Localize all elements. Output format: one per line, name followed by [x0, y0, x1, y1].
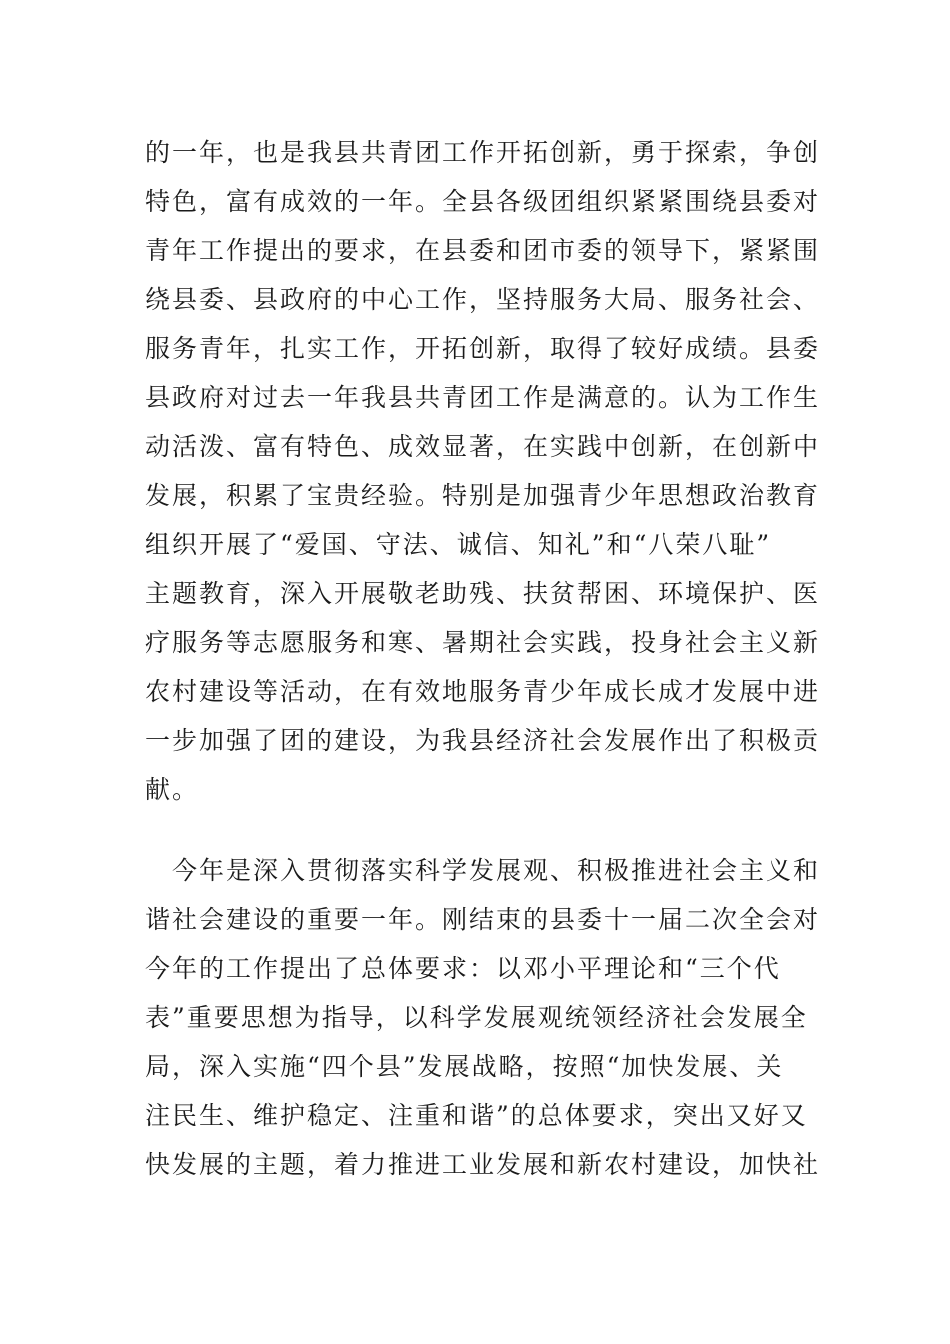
paragraph-1	[145, 128, 821, 814]
text-line: 今年是深入贯彻落实科学发展观、积极推进社会主义和	[145, 856, 821, 885]
paragraph-2	[145, 846, 821, 1189]
text-line: 注民生、维护稳定、注重和谐”的总体要求，突出又好又	[145, 1101, 808, 1130]
text-line: 局，深入实施“四个县”发展战略，按照“加快发展、关	[145, 1052, 784, 1081]
text-line: 绕县委、县政府的中心工作，坚持服务大局、服务社会、	[145, 285, 821, 314]
text-line: 服务青年，扎实工作，开拓创新，取得了较好成绩。县委	[145, 334, 821, 363]
text-line: 发展，积累了宝贵经验。特别是加强青少年思想政治教育	[145, 481, 821, 510]
text-line: 特色，富有成效的一年。全县各级团组织紧紧围绕县委对	[145, 187, 821, 216]
text-line: 农村建设等活动，在有效地服务青少年成长成才发展中进	[145, 677, 821, 706]
text-line: 动活泼、富有特色、成效显著，在实践中创新，在创新中	[145, 432, 821, 461]
text-line: 献。	[145, 775, 200, 804]
text-line: 今年的工作提出了总体要求：以邓小平理论和“三个代	[145, 954, 781, 983]
text-line: 表”重要思想为指导，以科学发展观统领经济社会发展全	[145, 1003, 808, 1032]
text-line: 一步加强了团的建设，为我县经济社会发展作出了积极贡	[145, 726, 821, 755]
text-line: 青年工作提出的要求，在县委和团市委的领导下，紧紧围	[145, 236, 821, 265]
text-line: 疗服务等志愿服务和寒、暑期社会实践，投身社会主义新	[145, 628, 821, 657]
text-line: 谐社会建设的重要一年。刚结束的县委十一届二次全会对	[145, 905, 821, 934]
text-line: 的一年，也是我县共青团工作开拓创新，勇于探索，争创	[145, 138, 821, 167]
text-line: 县政府对过去一年我县共青团工作是满意的。认为工作生	[145, 383, 821, 412]
text-line: 组织开展了“爱国、守法、诚信、知礼”和“八荣八耻”	[145, 530, 772, 559]
text-line: 主题教育，深入开展敬老助残、扶贫帮困、环境保护、医	[145, 579, 821, 608]
text-line: 快发展的主题，着力推进工业发展和新农村建设，加快社	[145, 1150, 821, 1179]
